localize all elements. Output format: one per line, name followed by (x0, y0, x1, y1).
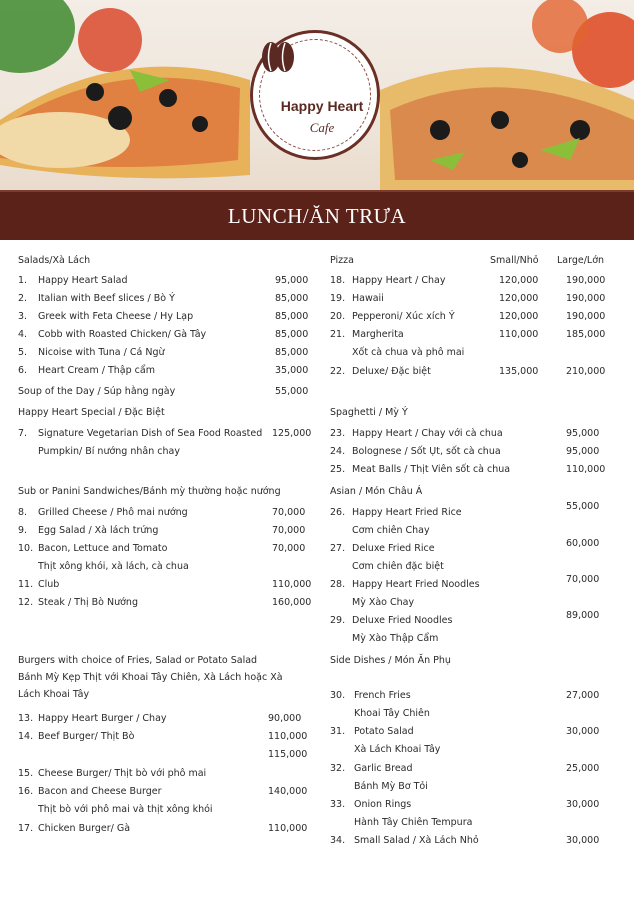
list-item-name: Deluxe/ Đặc biệt (352, 366, 431, 377)
list-item-number: 5. (18, 347, 28, 358)
section-sides-title: Side Dishes / Món Ăn Phụ (330, 655, 451, 666)
list-item-subtitle: Xà Lách Khoai Tây (354, 744, 441, 755)
list-item-price: 140,000 (268, 786, 308, 797)
list-item-number: 31. (330, 726, 346, 737)
list-item-number: 8. (18, 507, 28, 518)
list-item-price-small: 135,000 (499, 366, 539, 377)
list-item-price-large: 190,000 (566, 311, 606, 322)
list-item-number: 1. (18, 275, 28, 286)
list-item-price-large: 190,000 (566, 293, 606, 304)
list-item-price: 85,000 (275, 311, 309, 322)
list-item-subtitle: Pumpkin/ Bí nướng nhân chay (38, 446, 180, 457)
list-item-number: 20. (330, 311, 346, 322)
list-item-subtitle: Mỳ Xào Thập Cẩm (352, 633, 439, 644)
list-item-subtitle: Thịt bò với phô mai và thịt xông khói (38, 804, 213, 815)
list-item-number: 29. (330, 615, 346, 626)
section-subs-title: Sub or Panini Sandwiches/Bánh mỳ thường hoặc nướng (18, 486, 281, 497)
soup-price: 55,000 (275, 386, 309, 397)
list-item-price: 25,000 (566, 763, 600, 774)
list-item-price: 95,000 (566, 446, 600, 457)
soup-label: Soup of the Day / Súp hằng ngày (18, 386, 176, 397)
list-item-name: Meat Balls / Thịt Viên sốt cà chua (352, 464, 511, 475)
list-item-name: Nicoise with Tuna / Cá Ngừ (38, 347, 165, 358)
section-burgers-title: Burgers with choice of Fries, Salad or Potato Salad (18, 655, 258, 666)
list-item-number: 4. (18, 329, 28, 340)
list-item-name: Bacon, Lettuce and Tomato (38, 543, 168, 554)
list-item-number: 10. (18, 543, 34, 554)
list-item-number: 34. (330, 835, 346, 846)
list-item-price-small: 120,000 (499, 275, 539, 286)
list-item-price: 95,000 (566, 428, 600, 439)
list-item-name: Deluxe Fried Noodles (352, 615, 453, 626)
list-item-price-large: 210,000 (566, 366, 606, 377)
list-item-price: 60,000 (566, 538, 600, 549)
list-item-price: 30,000 (566, 799, 600, 810)
section-salads-title: Salads/Xà Lách (18, 255, 91, 266)
list-item-number: 12. (18, 597, 34, 608)
list-item-number: 30. (330, 690, 346, 701)
list-item-name: Bolognese / Sốt Ụt, sốt cà chua (352, 446, 501, 457)
section-burgers-title-vi: Bánh Mỳ Kẹp Thịt với Khoai Tây Chiên, Xà Lách hoặc Xà (18, 672, 283, 683)
list-item-price-small: 120,000 (499, 293, 539, 304)
list-item-price: 110,000 (268, 731, 308, 742)
list-item-number: 27. (330, 543, 346, 554)
list-item-price-large: 190,000 (566, 275, 606, 286)
list-item-price: 70,000 (272, 543, 306, 554)
list-item-price: 90,000 (268, 713, 302, 724)
list-item-number: 7. (18, 428, 28, 439)
section-pizza-title: Pizza (330, 255, 354, 266)
page-title: LUNCH/ĂN TRƯA (227, 204, 407, 228)
list-item-price: 85,000 (275, 347, 309, 358)
list-item-price: 115,000 (268, 749, 308, 760)
list-item-subtitle: Thịt xông khói, xà lách, cà chua (38, 561, 189, 572)
list-item-name: Pepperoni/ Xúc xích Ý (352, 311, 455, 322)
list-item-subtitle: Hành Tây Chiên Tempura (354, 817, 473, 828)
list-item-name: Small Salad / Xà Lách Nhỏ (354, 835, 479, 846)
list-item-number: 2. (18, 293, 28, 304)
list-item-number: 14. (18, 731, 34, 742)
list-item-name: Happy Heart / Chay với cà chua (352, 428, 503, 439)
list-item-name: Potato Salad (354, 726, 414, 737)
column-header-large: Large/Lớn (557, 255, 605, 266)
list-item-name: Egg Salad / Xà lách trứng (38, 525, 159, 536)
list-item-number: 13. (18, 713, 34, 724)
list-item-name: Greek with Feta Cheese / Hy Lạp (38, 311, 194, 322)
list-item-subtitle: Cơm chiên Chay (352, 525, 430, 536)
list-item-price: 27,000 (566, 690, 600, 701)
list-item-price: 125,000 (272, 428, 312, 439)
list-item-price: 30,000 (566, 835, 600, 846)
hero-image (0, 0, 634, 190)
list-item-name: Deluxe Fried Rice (352, 543, 435, 554)
list-item-number: 6. (18, 365, 28, 376)
section-burgers-title-vi-2: Lách Khoai Tây (18, 689, 90, 700)
list-item-name: Happy Heart Fried Noodles (352, 579, 480, 590)
list-item-number: 24. (330, 446, 346, 457)
logo-subtitle: Cafe (309, 120, 335, 135)
list-item-price-small: 120,000 (499, 311, 539, 322)
list-item-number: 25. (330, 464, 346, 475)
list-item-name: Happy Heart Salad (38, 275, 128, 286)
section-banner (0, 190, 634, 240)
list-item-number: 18. (330, 275, 346, 286)
section-asian-title: Asian / Món Châu Á (330, 486, 423, 497)
list-item-name: Onion Rings (354, 799, 412, 810)
list-item-price: 110,000 (268, 823, 308, 834)
list-item-price-large: 185,000 (566, 329, 606, 340)
list-item-name: Hawaii (352, 293, 384, 304)
section-spaghetti-title: Spaghetti / Mỳ Ý (330, 407, 408, 418)
list-item-number: 28. (330, 579, 346, 590)
list-item-price: 160,000 (272, 597, 312, 608)
list-item-number: 26. (330, 507, 346, 518)
list-item-number: 23. (330, 428, 346, 439)
list-item-price: 70,000 (272, 525, 306, 536)
list-item-price: 35,000 (275, 365, 309, 376)
list-item-name: Margherita (352, 329, 404, 340)
column-header-small: Small/Nhỏ (490, 255, 539, 266)
list-item-name: Heart Cream / Thập cẩm (38, 365, 155, 376)
list-item-name: Italian with Beef slices / Bò Ý (38, 293, 175, 304)
list-item-number: 33. (330, 799, 346, 810)
list-item-price: 110,000 (566, 464, 606, 475)
list-item-name: Grilled Cheese / Phô mai nướng (38, 507, 188, 518)
list-item-name: Steak / Thị Bò Nướng (38, 597, 138, 608)
list-item-price: 89,000 (566, 610, 600, 621)
list-item-name: Club (38, 579, 60, 590)
list-item-name: Happy Heart Fried Rice (352, 507, 462, 518)
list-item-name: Beef Burger/ Thịt Bò (38, 731, 135, 742)
list-item-name: Happy Heart Burger / Chay (38, 713, 167, 724)
list-item-price: 85,000 (275, 293, 309, 304)
list-item-subtitle: Bánh Mỳ Bơ Tỏi (354, 781, 428, 792)
list-item-subtitle: Mỳ Xào Chay (352, 597, 415, 608)
list-item-name: Garlic Bread (354, 763, 413, 774)
list-item-name: Cobb with Roasted Chicken/ Gà Tây (38, 329, 207, 340)
list-item-number: 32. (330, 763, 346, 774)
list-item-name: Signature Vegetarian Dish of Sea Food Roasted (38, 428, 263, 439)
logo-name: Happy Heart (280, 98, 364, 114)
list-item-number: 3. (18, 311, 28, 322)
list-item-subtitle: Khoai Tây Chiên (354, 708, 430, 719)
list-item-price: 95,000 (275, 275, 309, 286)
list-item-name: French Fries (354, 690, 411, 701)
list-item-price-small: 110,000 (499, 329, 539, 340)
coffee-bean-icon (260, 40, 296, 74)
list-item-number: 16. (18, 786, 34, 797)
list-item-number: 11. (18, 579, 34, 590)
list-item-name: Chicken Burger/ Gà (38, 823, 131, 834)
list-item-subtitle: Cơm chiên đặc biệt (352, 561, 444, 572)
list-item-price: 55,000 (566, 501, 600, 512)
list-item-number: 9. (18, 525, 28, 536)
list-item-number: 21. (330, 329, 346, 340)
list-item-name: Happy Heart / Chay (352, 275, 446, 286)
list-item-number: 17. (18, 823, 34, 834)
section-special-title: Happy Heart Special / Đặc Biệt (18, 407, 165, 418)
list-item-price: 30,000 (566, 726, 600, 737)
list-item-price: 70,000 (566, 574, 600, 585)
list-item-price: 110,000 (272, 579, 312, 590)
list-item-price: 70,000 (272, 507, 306, 518)
list-item-number: 22. (330, 366, 346, 377)
list-item-price: 85,000 (275, 329, 309, 340)
list-item-number: 19. (330, 293, 346, 304)
list-item-name: Cheese Burger/ Thịt bò với phô mai (38, 768, 207, 779)
list-item-name: Bacon and Cheese Burger (38, 786, 162, 797)
list-item-subtitle: Xốt cà chua và phô mai (352, 347, 465, 358)
list-item-number: 15. (18, 768, 34, 779)
cafe-logo (250, 30, 380, 160)
